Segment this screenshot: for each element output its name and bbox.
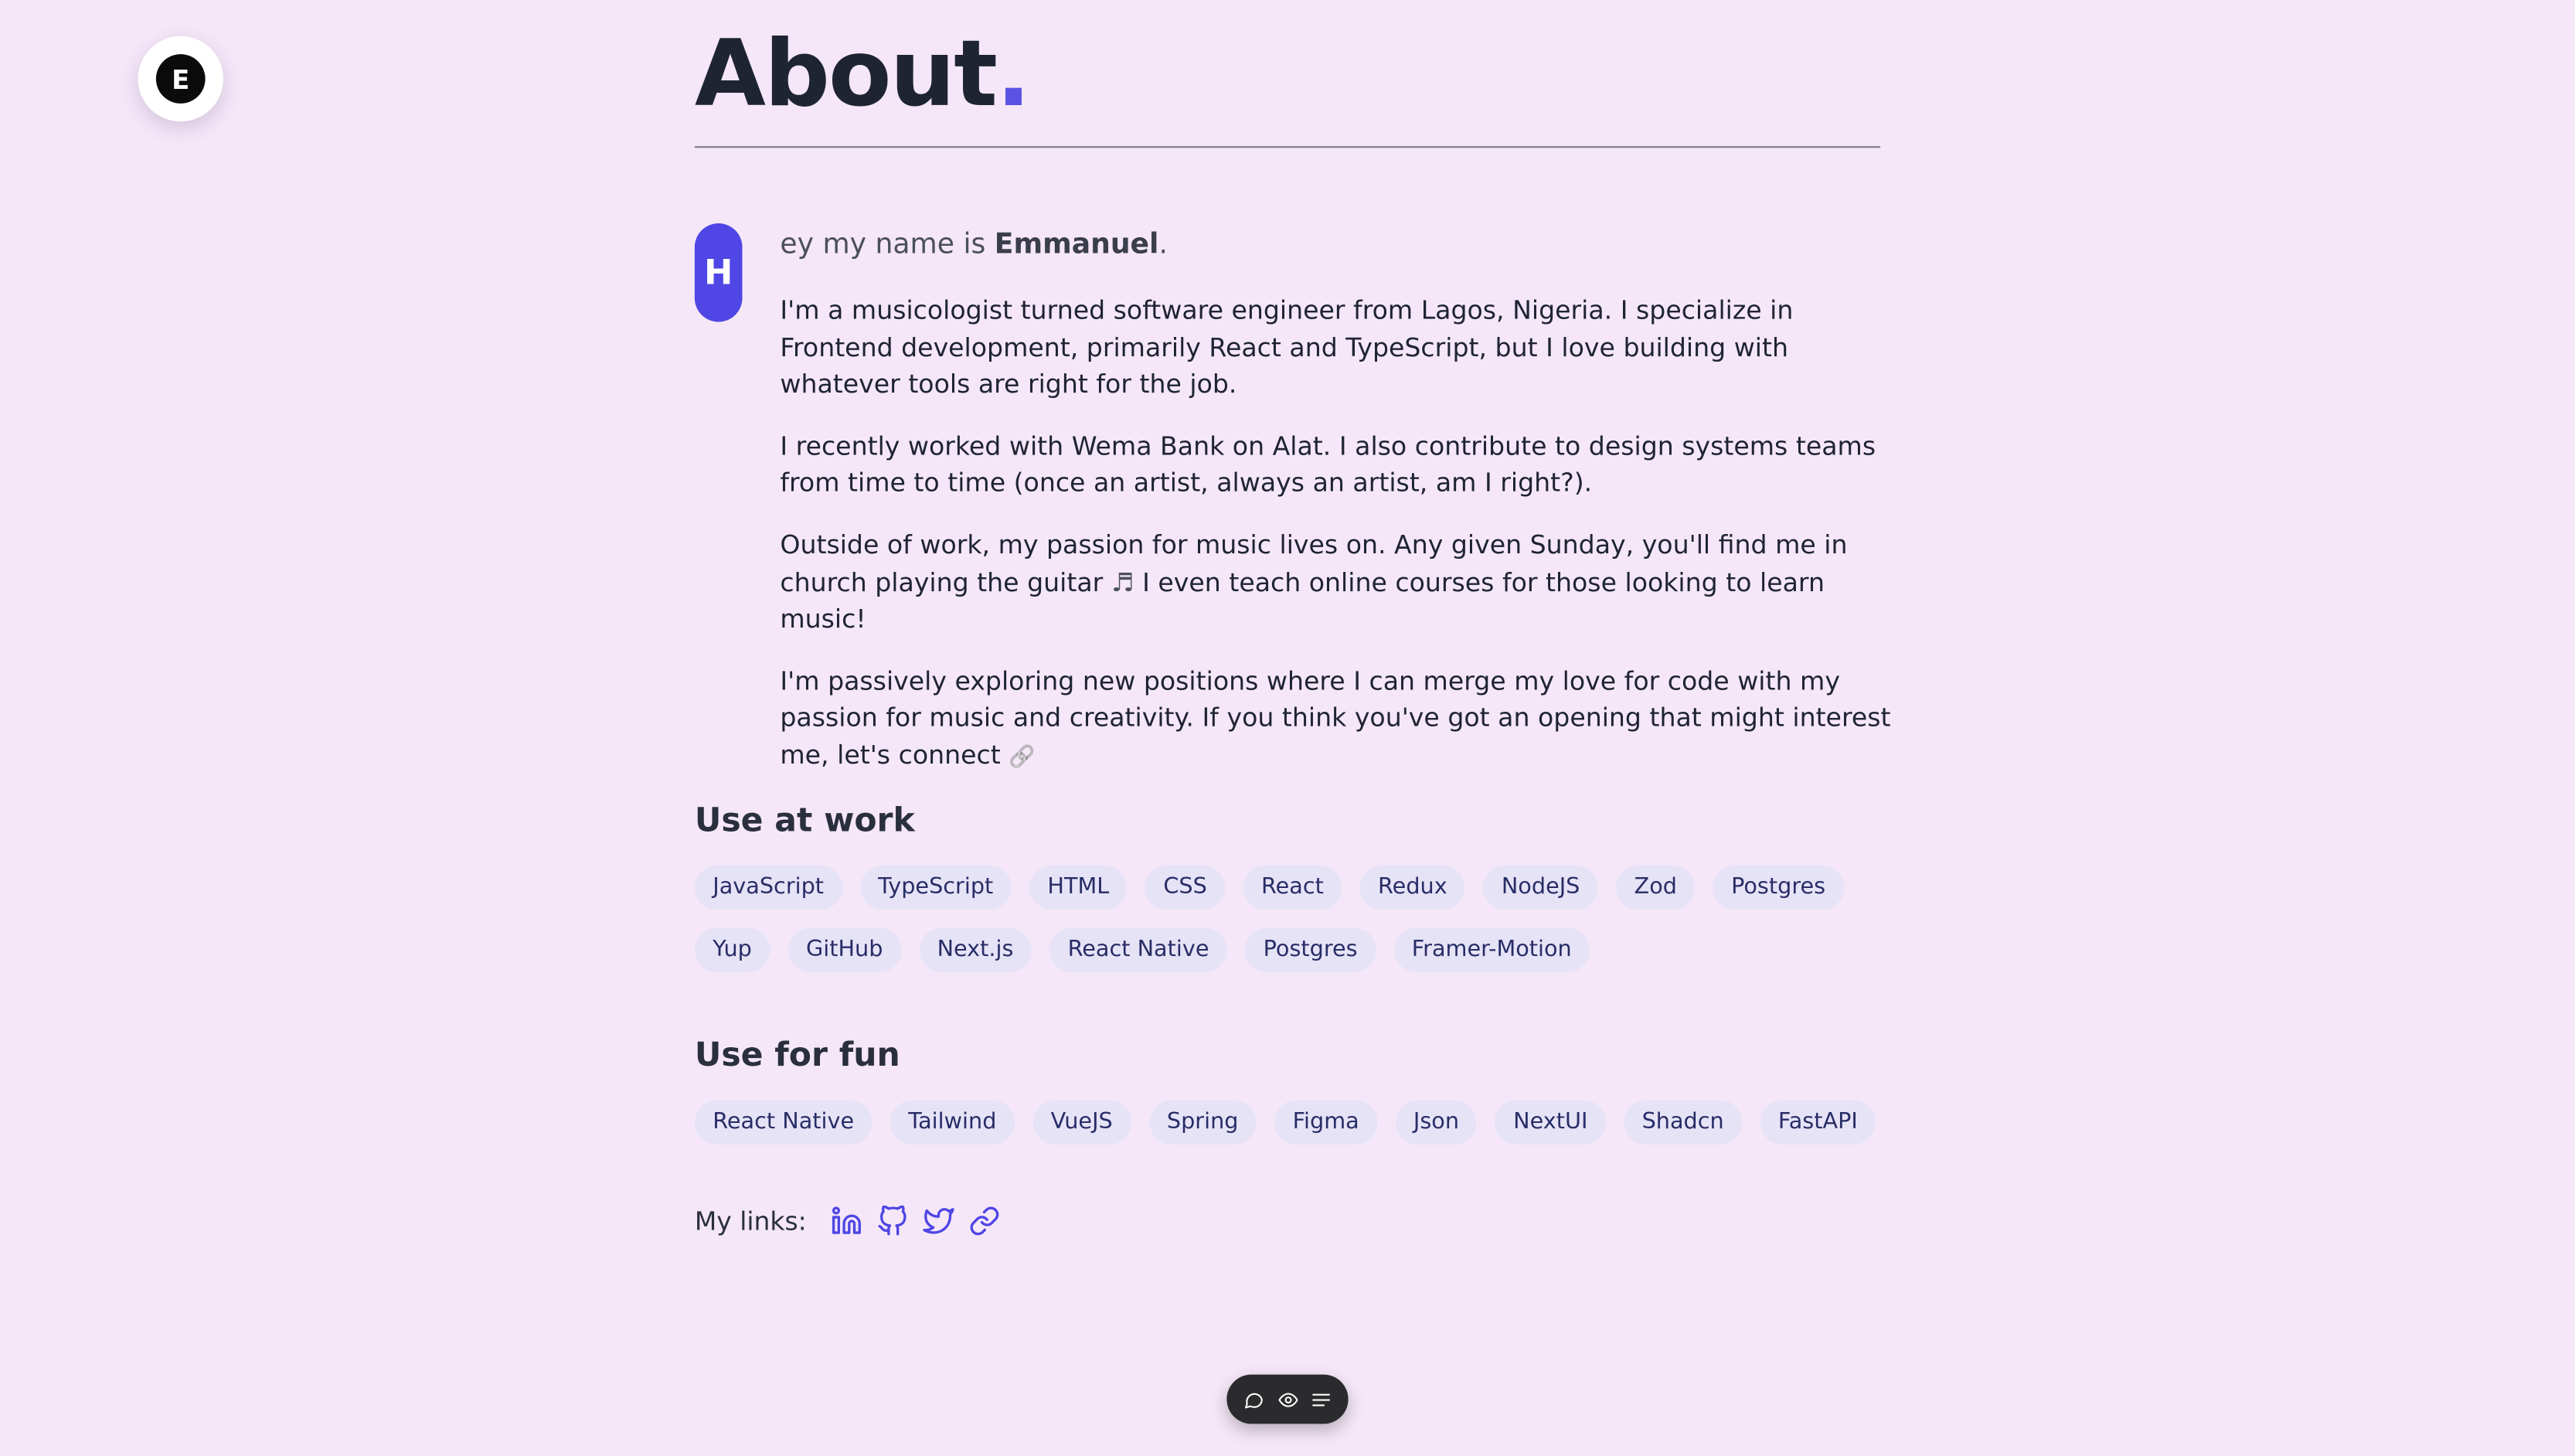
work-section-title: Use at work bbox=[694, 799, 915, 839]
work-tags bbox=[695, 866, 1880, 972]
home-logo-button[interactable] bbox=[138, 36, 224, 122]
greeting-line bbox=[780, 225, 1896, 264]
dropcap-letter: H bbox=[695, 223, 743, 322]
work-tag[interactable]: React Native bbox=[1049, 928, 1227, 972]
fun-tag[interactable]: NextUI bbox=[1495, 1101, 1606, 1145]
bio-paragraph-2: I recently worked with Wema Bank on Alat. I also contribute to design systems teams from time to time (once an artist, always an artist, am I right?). bbox=[780, 431, 1876, 498]
work-tag[interactable]: GitHub bbox=[788, 928, 901, 972]
work-tag[interactable]: Postgres bbox=[1713, 866, 1844, 910]
link-emoji-icon: 🔗 bbox=[1009, 745, 1036, 771]
fun-tag[interactable]: FastAPI bbox=[1760, 1101, 1876, 1145]
work-tag[interactable]: Yup bbox=[695, 928, 770, 972]
greeting-suffix: . bbox=[1158, 228, 1168, 261]
fun-tag[interactable]: Figma bbox=[1274, 1101, 1377, 1145]
work-tag[interactable]: Redux bbox=[1360, 866, 1465, 910]
work-tag[interactable]: JavaScript bbox=[695, 866, 842, 910]
work-tag[interactable]: Framer-Motion bbox=[1393, 928, 1590, 972]
work-tag[interactable]: Postgres bbox=[1245, 928, 1376, 972]
linkedin-icon[interactable] bbox=[832, 1206, 862, 1237]
bio-paragraph-3-tail: I even teach online courses for those looking to learn music! bbox=[780, 567, 1825, 634]
music-note-icon: ♬ bbox=[1111, 567, 1134, 597]
bio-section bbox=[780, 225, 1896, 802]
logo-letter: E bbox=[156, 54, 206, 104]
work-tag[interactable]: TypeScript bbox=[860, 866, 1012, 910]
work-tag[interactable]: CSS bbox=[1145, 866, 1225, 910]
fun-tag[interactable]: Tailwind bbox=[890, 1101, 1015, 1145]
link-icon[interactable] bbox=[969, 1206, 1000, 1237]
fun-tag[interactable]: VueJS bbox=[1032, 1101, 1131, 1145]
title-divider bbox=[695, 146, 1880, 148]
fun-tag[interactable]: React Native bbox=[695, 1101, 873, 1145]
bio-paragraph-3 bbox=[780, 527, 1896, 638]
eye-icon[interactable] bbox=[1274, 1386, 1301, 1413]
author-name: Emmanuel bbox=[994, 228, 1159, 261]
social-links bbox=[695, 1206, 1001, 1237]
work-tag[interactable]: Zod bbox=[1616, 866, 1695, 910]
greeting-prefix: ey my name is bbox=[780, 228, 995, 261]
github-icon[interactable] bbox=[877, 1206, 908, 1237]
comment-icon[interactable] bbox=[1240, 1386, 1267, 1413]
menu-icon[interactable] bbox=[1308, 1386, 1335, 1413]
bio-paragraph-3-text: Outside of work, my passion for music lives on. Any given Sunday, you'll find me in church playing the guitar bbox=[780, 530, 1848, 597]
bio-paragraph-1: I'm a musicologist turned software engineer from Lagos, Nigeria. I specialize in Frontend development, primarily React and TypeScript, but I love building with whatever tools are right for the job. bbox=[780, 295, 1794, 400]
fun-section-title: Use for fun bbox=[694, 1034, 900, 1074]
work-tag[interactable]: React bbox=[1243, 866, 1342, 910]
work-tag[interactable]: HTML bbox=[1029, 866, 1128, 910]
twitter-icon[interactable] bbox=[924, 1206, 954, 1237]
floating-toolbar bbox=[1226, 1375, 1348, 1424]
fun-tags bbox=[695, 1101, 1880, 1145]
links-label: My links: bbox=[694, 1206, 807, 1237]
work-tag[interactable]: NodeJS bbox=[1483, 866, 1597, 910]
work-tag[interactable]: Next.js bbox=[919, 928, 1032, 972]
bio-paragraph-4 bbox=[780, 663, 1896, 777]
fun-tag[interactable]: Spring bbox=[1149, 1101, 1257, 1145]
page-title-dot: . bbox=[995, 21, 1030, 128]
bio-paragraph-4-text: I'm passively exploring new positions where I can merge my love for code with my passion for music and creativity. If you think you've got an opening that might interest me, let's connect bbox=[780, 666, 1891, 771]
page-title-text: About bbox=[694, 21, 996, 128]
fun-tag[interactable]: Json bbox=[1395, 1101, 1477, 1145]
fun-tag[interactable]: Shadcn bbox=[1624, 1101, 1742, 1145]
page-title bbox=[694, 21, 1030, 128]
